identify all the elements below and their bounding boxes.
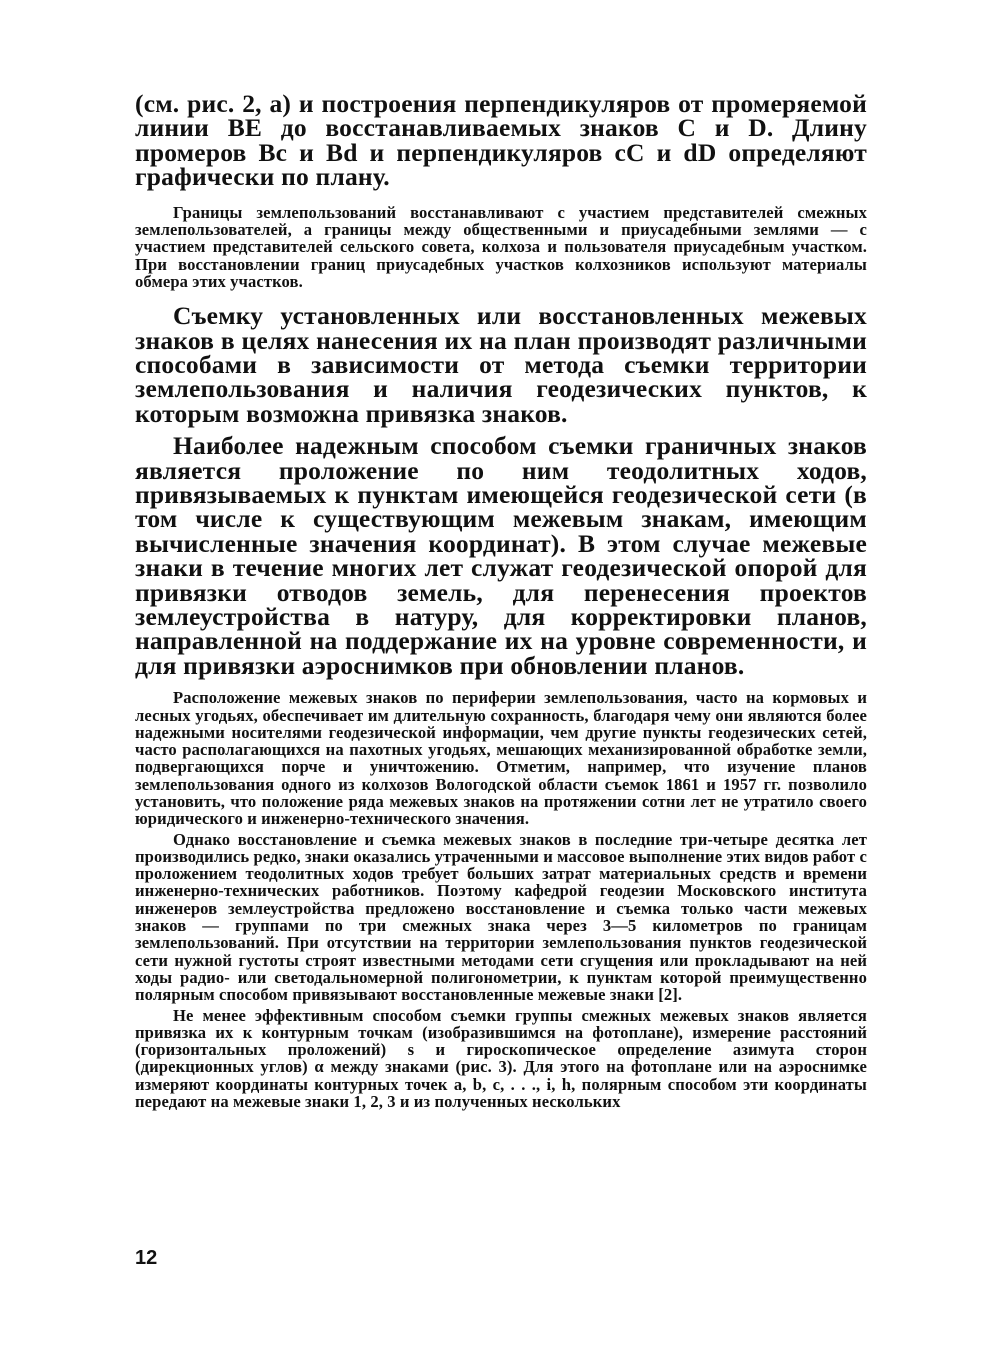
page-body bbox=[135, 89, 867, 1112]
paragraph-continued: (см. рис. 2, а) и построения перпендикуляров от промеряемой линии BE до восстанавливаемых знаков C и D. Длину промеров Bc и Bd и перпендикуляров cC и dD определяют графически по плану. bbox=[135, 89, 867, 192]
paragraph-restoration-groups: Однако восстановление и съемка межевых знаков в последние три-четыре десятка лет производились редко, знаки оказались утраченными и массовое выполнение этих видов работ с проложением теодолитных ходов требует больших затрат материальных средств и времени инженерно-технических работников. Поэтому кафедрой геодезии Московского института инженеров землеустройства предложено восстановление и съемка только части межевых знаков — группами по три смежных знака через 3—5 километров по границам землепользований. При отсутствии на территории землепользования пунктов геодезической сети нужной густоты строят известными методами сети сгущения или прокладывают на ней ходы радио- или светодальномерной полигонометрии, к пунктам которой преимущественно полярным способом привязывают восстановленные межевые знаки [2]. bbox=[135, 829, 867, 1005]
paragraph-traverse-method: Наиболее надежным способом съемки граничных знаков является проложение по ним теодолитных ходов, привязываемых к пунктам имеющейся геодезической сети (в том числе к существующим межевым знакам, имеющим вычисленные значения координат). В этом случае межевые знаки в течение многих лет служат геодезической опорой для привязки отводов земель, для перенесения проектов землеустройства в натуру, для корректировки планов, направленной на поддержание их на уровне современности, и для привязки аэроснимков при обновлении планов. bbox=[135, 431, 867, 680]
paragraph-boundaries-note: Границы землепользований восстанавливают с участием представителей смежных землепользователей, а границы между общественными и приусадебными землями — с участием представителей сельского совета, колхоза и пользователя приусадебным участком. При восстановлении границ приусадебных участков колхозников используют материалы обмера этих участков. bbox=[135, 202, 867, 291]
paragraph-contour-points: Не менее эффективным способом съемки группы смежных межевых знаков является привязка их к контурным точкам (изобразившимся на фотоплане), измерение расстояний (горизонтальных проложений) s и гироскопическое определение азимута сторон (дирекционных углов) α между знаками (рис. 3). Для этого на фотоплане или на аэроснимке измеряют координаты контурных точек a, b, c, . . ., i, h, полярным способом эти координаты передают на межевые знаки 1, 2, 3 и из полученных нескольких bbox=[135, 1005, 867, 1112]
paragraph-survey-methods: Съемку установленных или восстановленных межевых знаков в целях нанесения их на план производят различными способами в зависимости от метода съемки территории землепользования и наличия геодезических пунктов, к которым возможна привязка знаков. bbox=[135, 301, 867, 428]
paragraph-marker-location: Расположение межевых знаков по периферии землепользования, часто на кормовых и лесных угодьях, обеспечивает им длительную сохранность, благодаря чему они являются более надежными носителями геодезической информации, чем другие пункты геодезических сетей, часто располагающихся на пахотных угодьях, мешающих механизированной обработке земли, подвергающихся порче и уничтожению. Отметим, например, что изучение планов землепользования одного из колхозов Вологодской области съемок 1861 и 1957 гг. позволило установить, что положение ряда межевых знаков на протяжении сотни лет не утратило своего юридического и инженерно-технического значения. bbox=[135, 688, 867, 829]
page-number: 12 bbox=[135, 1247, 158, 1269]
